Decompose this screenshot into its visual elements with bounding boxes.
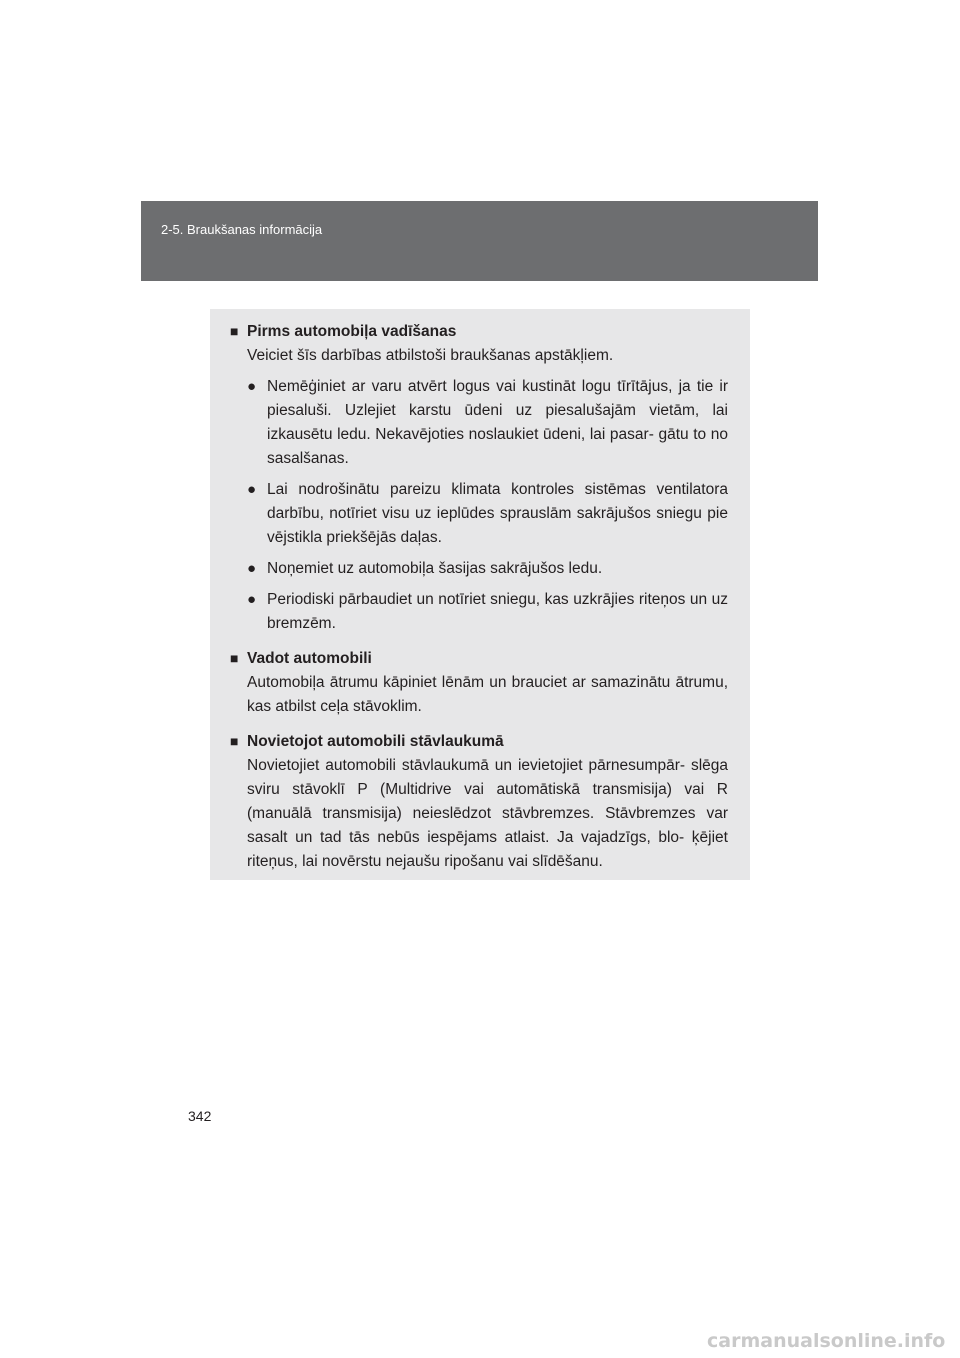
section-intro: Veiciet šīs darbības atbilstoši braukšanas apstākļiem.	[247, 347, 614, 364]
list-item: ● Lai nodrošinātu pareizu klimata kontroles sistēmas ventilatora darbību, notīriet visu uz ieplūdes sprauslām sakrājušos sniegu pie vējstikla priekšējās daļas.	[247, 478, 728, 550]
section-label: 2-5. Braukšanas informācija	[161, 222, 323, 237]
list-item: ● Nemēģiniet ar varu atvērt logus vai kustināt logu tīrītājus, ja tie ir piesaluši. Uzlejiet karstu ūdeni uz piesalušajām vietām, lai izkausētu ledu. Nekavējoties noslaukiet ūdeni, lai pasar- gātu to no sasalšanas.	[247, 375, 728, 471]
square-bullet-icon: ■	[230, 323, 239, 339]
section-intro: Novietojiet automobili stāvlaukumā un ievietojiet pārnesumpār- slēga sviru stāvoklī P (Multidrive vai automātiskā transmisija) vai R (manuālā transmisija) neieslēdzot stāvbremzes. Stāvbremzes var sasalt un tad tās nebūs iespējams atlaist. Ja vajadzīgs, blo- ķējiet riteņus, lai novērstu nejaušu ripošanu vai slīdēšanu.	[247, 757, 728, 870]
list-item: ● Noņemiet uz automobiļa šasijas sakrājušos ledu.	[247, 557, 728, 581]
section-parking	[230, 729, 728, 874]
section-title: Pirms automobiļa vadīšanas	[247, 323, 457, 340]
section-while-driving	[230, 646, 728, 719]
circle-bullet-icon: ●	[247, 560, 257, 577]
list-item: ● Periodiski pārbaudiet un notīriet sniegu, kas uzkrājies riteņos un uz bremzēm.	[247, 588, 728, 636]
watermark: carmanualsonline.info	[707, 1330, 946, 1352]
section-header-band	[141, 201, 818, 281]
circle-bullet-icon: ●	[247, 378, 257, 395]
section-before-driving	[230, 319, 728, 636]
page-number: 342	[188, 1108, 212, 1124]
square-bullet-icon: ■	[230, 733, 239, 749]
section-title: Novietojot automobili stāvlaukumā	[247, 733, 504, 750]
section-intro: Automobiļa ātrumu kāpiniet lēnām un brauciet ar samazinātu ātrumu, kas atbilst ceļa stāvoklim.	[247, 674, 728, 715]
content-box	[210, 309, 750, 880]
circle-bullet-icon: ●	[247, 481, 257, 498]
square-bullet-icon: ■	[230, 650, 239, 666]
circle-bullet-icon: ●	[247, 591, 257, 608]
section-title: Vadot automobili	[247, 650, 372, 667]
